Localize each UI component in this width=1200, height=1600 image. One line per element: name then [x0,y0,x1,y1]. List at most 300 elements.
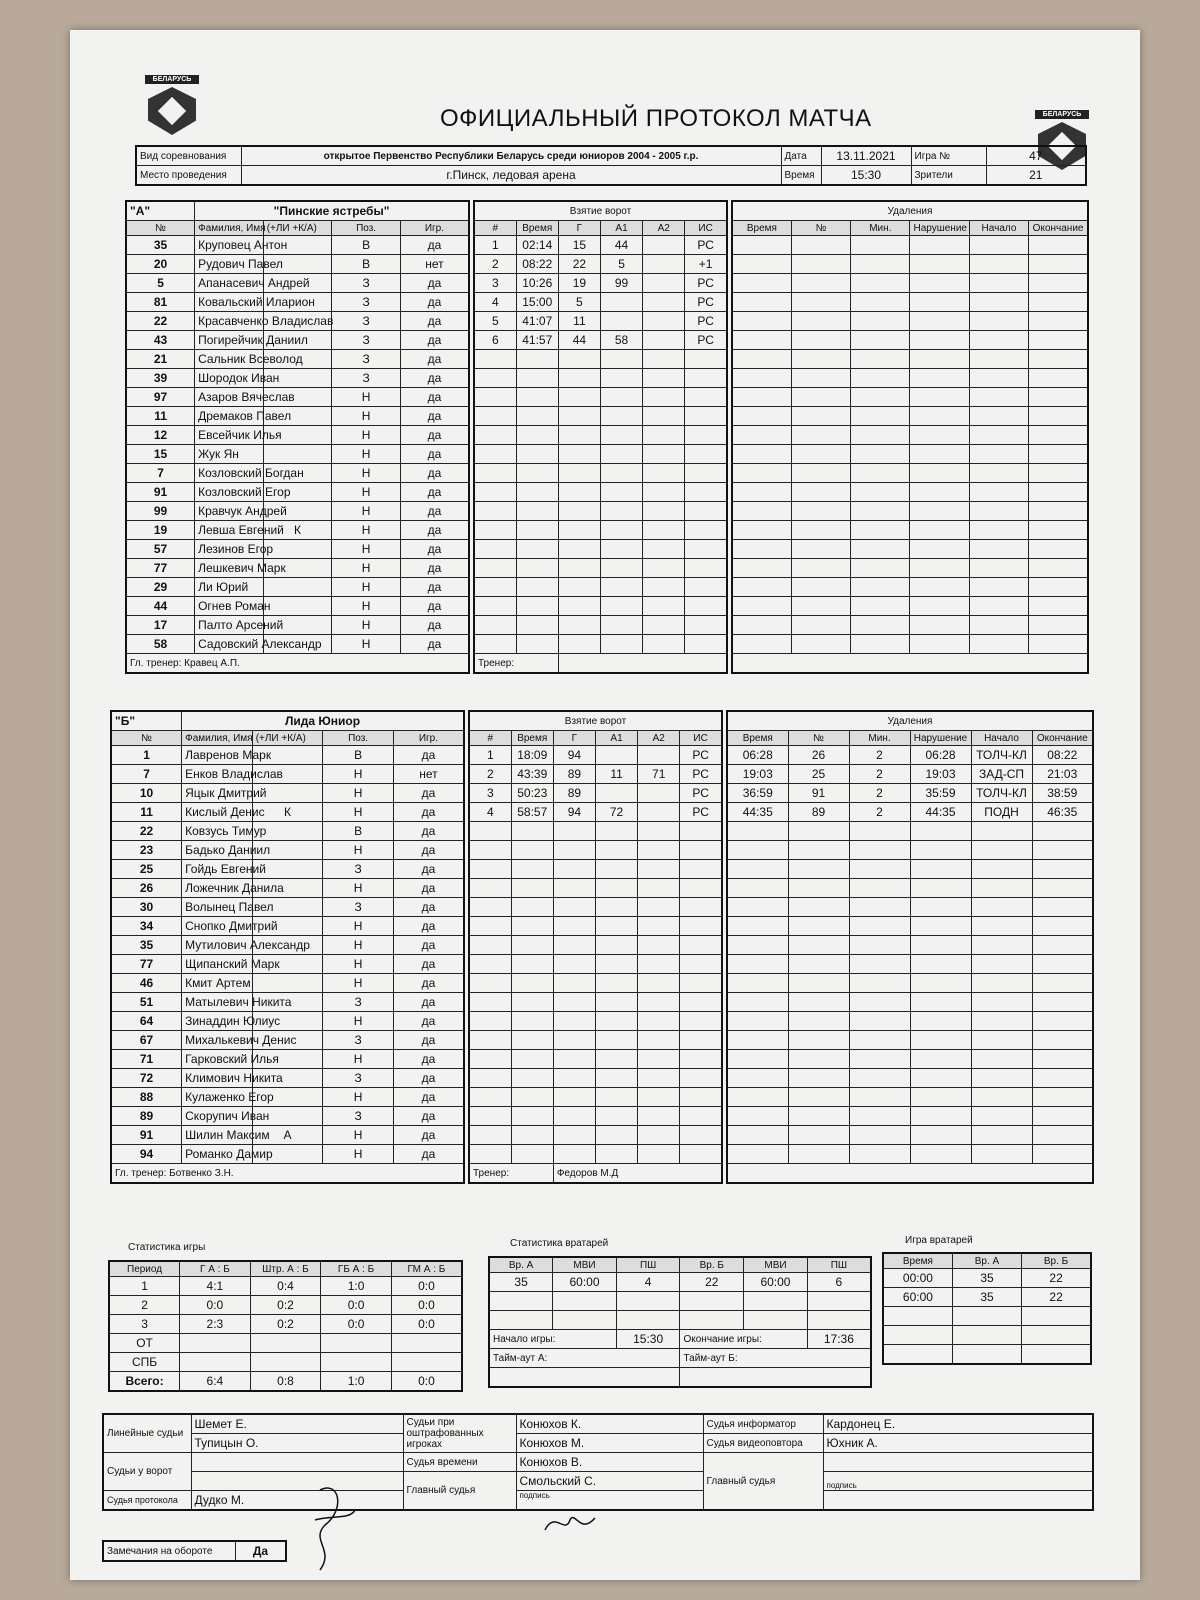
penalty-e [1029,407,1088,426]
table-row [469,993,722,1012]
table-row [727,841,1093,860]
table-row [109,1315,462,1334]
goal-i [474,597,516,616]
player-name: Кмит Артем [182,974,253,993]
goal-a2 [643,388,685,407]
goals-header-row [474,221,727,236]
table-row [469,955,722,974]
penalty-e [1029,616,1088,635]
goal-i [469,841,511,860]
penalty-m [851,369,910,388]
gs-header: Г А : Б [180,1261,251,1277]
goal-a2 [643,312,685,331]
goal-g [553,936,595,955]
table-row [109,1353,462,1372]
penalty-inf [910,274,969,293]
gs-cell: 2:3 [180,1315,251,1334]
player-number: 94 [111,1145,182,1164]
penalty-n [791,407,850,426]
goal-a2 [643,521,685,540]
penalty-s [969,521,1028,540]
goal-h-g_num: # [474,221,516,236]
goal-t [516,521,558,540]
penalty-n [788,1145,849,1164]
h-played: Игр. [400,221,469,236]
table-row [727,784,1093,803]
player-played: да [393,879,464,898]
penalty-s: ЗАД-СП [971,765,1032,784]
table-row [732,388,1088,407]
player-position: З [323,1107,394,1126]
table-row [474,388,727,407]
penalty-t [732,578,791,597]
goal-i [469,1107,511,1126]
goal-i [474,369,516,388]
goal-t [511,993,553,1012]
penalty-m [851,293,910,312]
table-row [732,521,1088,540]
linesman-2: Тупицын О. [191,1434,403,1453]
table-row [727,955,1093,974]
goal-t [516,540,558,559]
player-number: 34 [111,917,182,936]
penalty-e [1032,1088,1093,1107]
penalty-s [969,312,1028,331]
table-row [732,350,1088,369]
player-played: да [393,955,464,974]
goal-t [511,936,553,955]
penalty-e [1029,597,1088,616]
goal-g [558,369,600,388]
table-row [474,616,727,635]
table-row [126,331,469,350]
table-row [727,936,1093,955]
goal-t: 41:07 [516,312,558,331]
penalty-e [1029,483,1088,502]
penalty-e [1029,274,1088,293]
player-number: 22 [111,822,182,841]
goal-g [558,559,600,578]
goal-t [516,578,558,597]
pen-h-p_inf: Нарушение [910,731,971,746]
gs-cell [321,1353,392,1372]
table-row [469,746,722,765]
table-row [727,803,1093,822]
penalty-inf [910,860,971,879]
penalty-n [788,1088,849,1107]
player-position: Н [323,1145,394,1164]
player-name: Погирейчик Даниил [195,331,264,350]
table-row [469,784,722,803]
penalty-e [1029,255,1088,274]
penalty-m: 2 [849,784,910,803]
goal-a1 [595,1088,637,1107]
table-row [727,1012,1093,1031]
penalty-inf: 19:03 [910,765,971,784]
h-played: Игр. [393,731,464,746]
goal-a1 [600,635,642,654]
table-row [732,635,1088,654]
player-role [252,974,323,993]
player-played: да [400,464,469,483]
penalty-e [1029,369,1088,388]
player-played: да [400,293,469,312]
goal-i: 4 [474,293,516,312]
penalty-inf: 06:28 [910,746,971,765]
penalty-inf [910,426,969,445]
goal-t [511,1031,553,1050]
goal-t [511,974,553,993]
gp-r0-b: 22 [1022,1269,1091,1288]
table-row [732,255,1088,274]
penalty-e: 38:59 [1032,784,1093,803]
player-position: Н [332,635,401,654]
table-row [727,898,1093,917]
penalty-t [732,331,791,350]
header-table [135,145,1087,186]
player-played: да [393,860,464,879]
table-row [111,993,464,1012]
penalty-inf [910,1050,971,1069]
player-number: 30 [111,898,182,917]
penalty-s [969,540,1028,559]
table-row [727,1069,1093,1088]
goal-is [685,464,727,483]
video-value: Юхник А. [823,1434,1093,1453]
penalty-e [1029,521,1088,540]
penalty-n [791,521,850,540]
table-row [126,502,469,521]
player-position: З [332,350,401,369]
penalty-t [727,879,788,898]
goal-is [685,445,727,464]
goal-g [553,1145,595,1164]
goal-a1 [595,784,637,803]
penalty-e [1032,1050,1093,1069]
penalty-e [1032,1012,1093,1031]
goal-is: РС [685,293,727,312]
penalty-n [791,597,850,616]
penalty-t [732,236,791,255]
goal-is [680,955,722,974]
player-number: 22 [126,312,195,331]
table-row [732,445,1088,464]
penalty-m [851,540,910,559]
signature-referee [540,1510,600,1540]
gs-cell: 0:0 [321,1296,392,1315]
goal-is: +1 [685,255,727,274]
table-row [469,1012,722,1031]
goal-t: 43:39 [511,765,553,784]
penalty-n [788,841,849,860]
player-number: 23 [111,841,182,860]
gs-h4: МВИ [744,1257,808,1273]
penalty-n [791,635,850,654]
gs-h2: ПШ [616,1257,680,1273]
gp-r1-b: 22 [1022,1288,1091,1307]
player-played: да [400,616,469,635]
table-row [474,540,727,559]
goal-g [553,898,595,917]
penalty-n [788,1050,849,1069]
place-value: г.Пинск, ледовая арена [241,166,781,186]
player-number: 57 [126,540,195,559]
player-position: Н [323,1088,394,1107]
table-row [111,822,464,841]
penalty-s [971,1012,1032,1031]
head-coach: Гл. тренер: Ботвенко З.Н. [111,1164,464,1184]
goal-a1 [600,445,642,464]
player-role [263,578,332,597]
penalty-m [849,1050,910,1069]
penalty-m [851,464,910,483]
spect-label: Зрители [911,166,986,186]
penalty-t [727,993,788,1012]
player-name: Ли Юрий [195,578,264,597]
player-number: 91 [111,1126,182,1145]
player-number: 35 [126,236,195,255]
goal-i: 4 [469,803,511,822]
player-name: Азаров Вячеслав [195,388,264,407]
table-row [732,312,1088,331]
penalty-m [849,1088,910,1107]
player-played: да [400,521,469,540]
penalty-box-1: Конюхов К. [516,1414,703,1434]
goal-i [474,616,516,635]
goalie-stats-title: Статистика вратарей [510,1238,609,1249]
player-name: Мутилович Александр [182,936,253,955]
goal-g [553,993,595,1012]
goal-t [511,1050,553,1069]
table-row [469,1069,722,1088]
table-row [732,578,1088,597]
belarus-hockey-logo-left [145,75,199,141]
penalty-inf [910,1107,971,1126]
table-row [732,426,1088,445]
table-row [126,483,469,502]
penalty-e [1029,388,1088,407]
player-role [263,597,332,616]
penalty-e [1032,974,1093,993]
goal-t: 58:57 [511,803,553,822]
shield-icon [148,87,196,135]
info-label: Судья информатор [703,1414,823,1434]
penalty-m [849,1107,910,1126]
goal-a2 [643,426,685,445]
player-position: Н [323,974,394,993]
player-position: Н [332,521,401,540]
goal-a2 [643,559,685,578]
goal-g [553,955,595,974]
table-row [727,993,1093,1012]
goal-a2: 71 [638,765,680,784]
goal-a1 [595,822,637,841]
table-row [727,765,1093,784]
player-position: Н [332,597,401,616]
pen-h-p_time: Время [727,731,788,746]
penalty-inf [910,1069,971,1088]
player-name: Жук Ян [195,445,264,464]
goal-a1 [600,350,642,369]
player-played: да [393,784,464,803]
player-position: З [323,898,394,917]
table-row [732,597,1088,616]
table-row [126,236,469,255]
gs-cell: 0:2 [250,1315,321,1334]
penalty-n [788,1012,849,1031]
date-label: Дата [781,146,821,166]
gs-v2: 4 [616,1273,680,1292]
goal-t [516,502,558,521]
penalty-m [849,1145,910,1164]
gs-h0: Вр. А [489,1257,553,1273]
penalty-n: 26 [788,746,849,765]
player-number: 20 [126,255,195,274]
table-row [469,1126,722,1145]
penalty-n: 89 [788,803,849,822]
goal-a1: 5 [600,255,642,274]
penalty-inf [910,936,971,955]
goal-a1: 44 [600,236,642,255]
goal-a1 [595,1145,637,1164]
penalty-s [971,879,1032,898]
penalty-s [971,974,1032,993]
penalty-n [791,350,850,369]
goal-h-g_is: ИС [685,221,727,236]
penalty-e [1029,464,1088,483]
player-name: Ложечник Данила [182,879,253,898]
penalty-m [849,993,910,1012]
h-pos: Поз. [332,221,401,236]
penalty-inf [910,898,971,917]
player-number: 64 [111,1012,182,1031]
player-position: Н [323,803,394,822]
pen-h-p_inf: Нарушение [910,221,969,236]
goal-t: 08:22 [516,255,558,274]
goal-h-g_g: Г [558,221,600,236]
goal-is [680,1069,722,1088]
penalty-n [791,540,850,559]
penalty-m [849,955,910,974]
penalty-t [727,955,788,974]
table-row [111,1069,464,1088]
penalty-s [971,936,1032,955]
time-value: 15:30 [821,166,911,186]
penalty-m [849,974,910,993]
player-position: Н [332,502,401,521]
player-name: Щипанский Марк [182,955,253,974]
table-row [111,879,464,898]
penalty-n [791,388,850,407]
penalty-s [971,993,1032,1012]
goal-a1 [595,936,637,955]
goal-is [680,860,722,879]
table-row [469,898,722,917]
goal-a1 [600,540,642,559]
goal-a1 [595,1031,637,1050]
penalty-s [969,464,1028,483]
h-num: № [111,731,182,746]
goal-is: РС [680,765,722,784]
goal-h-g_a1: А1 [595,731,637,746]
player-position: В [323,822,394,841]
linesman-1: Шемет Е. [191,1414,403,1434]
goal-a2 [638,974,680,993]
penalty-n [791,331,850,350]
player-position: Н [323,936,394,955]
goal-a2 [638,1145,680,1164]
player-played: да [393,803,464,822]
penalty-m [851,521,910,540]
table-row [732,616,1088,635]
goal-t [516,635,558,654]
penalty-s [969,369,1028,388]
player-number: 77 [111,955,182,974]
table-row [111,1050,464,1069]
penalty-e [1029,559,1088,578]
penalty-e [1032,860,1093,879]
penalty-n [791,559,850,578]
player-played: да [393,936,464,955]
penalty-s [969,635,1028,654]
penalty-e [1032,841,1093,860]
penalty-m [851,635,910,654]
goalie-play-title: Игра вратарей [905,1235,973,1246]
table-row [727,917,1093,936]
goal-t [511,860,553,879]
gs-cell [321,1334,392,1353]
goal-a2 [643,464,685,483]
pen-h-p_num: № [788,731,849,746]
goal-t [516,597,558,616]
penalty-inf [910,312,969,331]
player-played: да [400,369,469,388]
player-played: да [393,746,464,765]
gs-header: ГМ А : Б [391,1261,462,1277]
gs-header-row [109,1261,462,1277]
goal-i: 5 [474,312,516,331]
gs-cell: 0:0 [391,1372,462,1392]
gs-cell: 2 [109,1296,180,1315]
goal-i [469,955,511,974]
penalty-s [971,1050,1032,1069]
penalty-t [727,1088,788,1107]
gs-cell: 0:0 [391,1277,462,1296]
penalty-inf [910,841,971,860]
penalty-n [788,936,849,955]
penalty-t [732,274,791,293]
goal-g [553,1126,595,1145]
scorer-label: Судья протокола [103,1491,191,1511]
player-number: 39 [126,369,195,388]
goal-i [469,860,511,879]
penalty-s: ТОЛЧ-КЛ [971,746,1032,765]
goal-a2 [638,955,680,974]
goal-a2 [643,502,685,521]
goal-a2 [638,1050,680,1069]
player-played: да [393,1145,464,1164]
penalty-e: 08:22 [1032,746,1093,765]
player-played: да [393,822,464,841]
goal-t [516,483,558,502]
goal-i [474,635,516,654]
penalty-m [851,407,910,426]
goal-a2 [643,635,685,654]
player-role: К [263,521,332,540]
coach-row [126,654,469,674]
goals-title: Взятие ворот [469,711,722,731]
table-row [732,407,1088,426]
